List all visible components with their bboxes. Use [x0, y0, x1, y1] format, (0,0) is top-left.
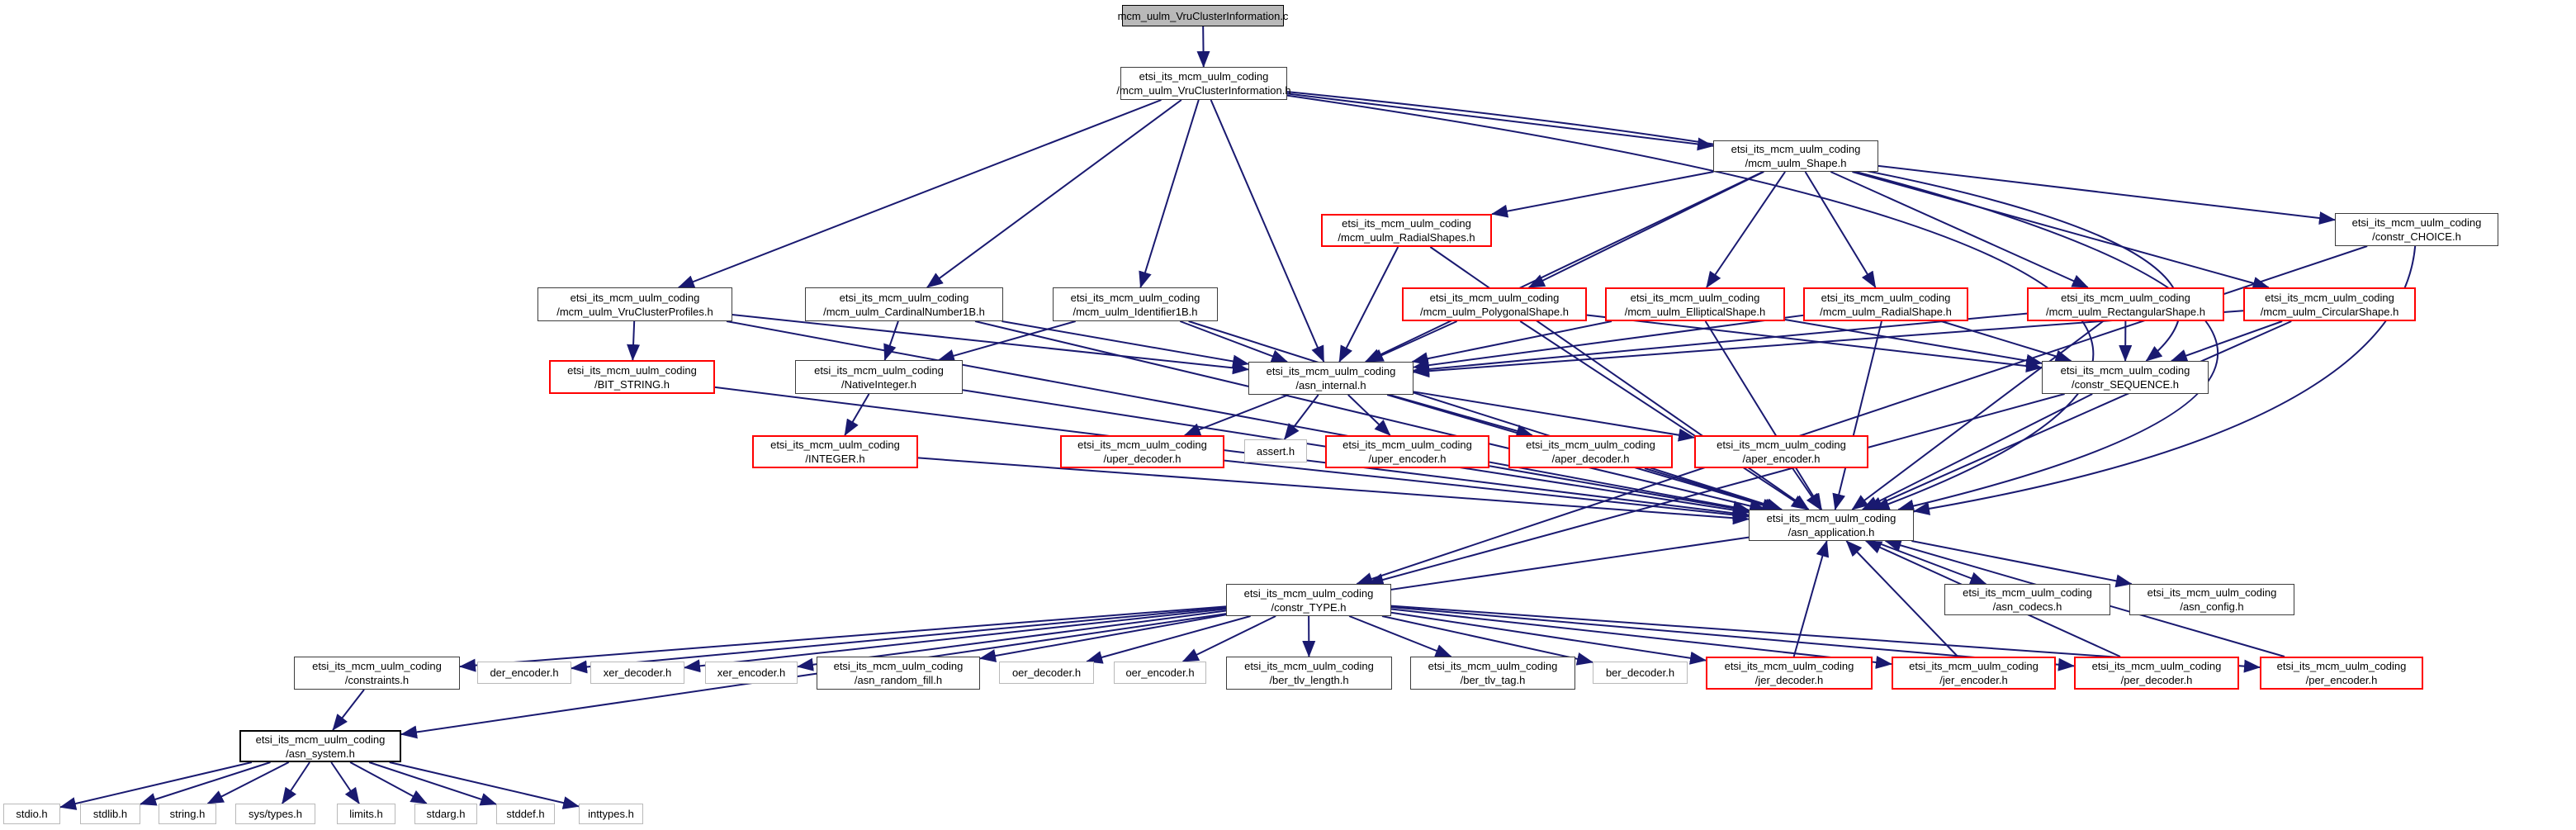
graph-node-identifier-h[interactable]	[1053, 287, 1218, 321]
include-edge-radialshape-h-to-internal-h	[1413, 315, 1803, 368]
node-label-line: assert.h	[1256, 444, 1295, 458]
node-label-line: etsi_its_mcm_uulm_coding	[1342, 439, 1472, 451]
node-label-line: /per_encoder.h	[2305, 674, 2378, 686]
node-label-line: /mcm_uulm_RadialShape.h	[1820, 305, 1952, 318]
node-label-line: etsi_its_mcm_uulm_coding	[1526, 439, 1655, 451]
node-label-line: etsi_its_mcm_uulm_coding	[1766, 512, 1896, 524]
node-label-line: etsi_its_mcm_uulm_coding	[2276, 660, 2407, 672]
node-label-line: /ber_tlv_tag.h	[1460, 674, 1526, 686]
node-label-line: stdio.h	[16, 808, 48, 820]
node-label-line: etsi_its_mcm_uulm_coding	[255, 733, 386, 746]
graph-node-uper-dec[interactable]	[1060, 435, 1224, 468]
node-label-line: etsi_its_mcm_uulm_coding	[2061, 291, 2190, 304]
graph-node-cardinal-h[interactable]	[805, 287, 1003, 321]
node-label-line: etsi_its_mcm_uulm_coding	[2265, 291, 2394, 304]
include-edge-circular-h-to-seq-h	[2171, 321, 2282, 361]
node-label-line: /constr_SEQUENCE.h	[2071, 378, 2180, 391]
node-label-line: stddef.h	[506, 808, 545, 820]
node-label-line: etsi_its_mcm_uulm_coding	[2060, 364, 2190, 377]
node-label-line: /mcm_uulm_CircularShape.h	[2260, 305, 2399, 318]
graph-node-oer-dec[interactable]	[999, 662, 1094, 684]
node-label-line: /mcm_uulm_RadialShapes.h	[1338, 231, 1475, 244]
node-label-line: etsi_its_mcm_uulm_coding	[567, 363, 697, 377]
graph-node-seq-h[interactable]	[2042, 361, 2209, 394]
node-label-line: /NativeInteger.h	[841, 377, 917, 391]
node-label-line: /per_decoder.h	[2120, 674, 2193, 686]
include-edge-radialshape-h-to-app-h	[1835, 321, 1882, 510]
node-label-line: mcm_uulm_VruClusterInformation.c	[1117, 9, 1289, 22]
node-label-line: etsi_its_mcm_uulm_coding	[2091, 660, 2222, 672]
node-label-line: etsi_its_mcm_uulm_coding	[1244, 660, 1374, 672]
node-label-line: der_encoder.h	[490, 666, 559, 679]
node-label-line: /aper_decoder.h	[1551, 453, 1630, 465]
node-label-line: /asn_internal.h	[1295, 379, 1366, 391]
node-label-line: /constr_TYPE.h	[1271, 600, 1347, 614]
graph-node-elliptical-h[interactable]	[1605, 287, 1785, 321]
include-edge-system-h-to-limits	[331, 762, 359, 804]
node-label-line: etsi_its_mcm_uulm_coding	[1243, 586, 1374, 600]
node-label-line: limits.h	[349, 808, 383, 820]
node-label-line: /uper_decoder.h	[1103, 453, 1181, 465]
include-edge-system-h-to-stdio	[60, 762, 252, 807]
graph-node-xer-dec[interactable]	[590, 662, 684, 684]
include-edge-app-h-to-codecs-h	[1873, 541, 1986, 584]
graph-node-ber-dec[interactable]	[1593, 662, 1688, 684]
node-label-line: etsi_its_mcm_uulm_coding	[1266, 365, 1396, 377]
include-edge-system-h-to-systypes	[282, 762, 310, 804]
graph-node-bitstring-h[interactable]	[549, 360, 715, 394]
graph-node-rectangular-h[interactable]	[2027, 287, 2224, 321]
node-label-line: oer_encoder.h	[1125, 666, 1195, 679]
node-label-line: etsi_its_mcm_uulm_coding	[1717, 439, 1846, 451]
node-label-line: sys/types.h	[248, 808, 303, 820]
graph-node-jer-enc-h[interactable]	[1892, 657, 2056, 690]
graph-node-radialshape-h[interactable]	[1803, 287, 1968, 321]
include-edge-circular-h-to-app-h	[1867, 321, 2291, 510]
graph-node-assert-h[interactable]	[1244, 439, 1307, 462]
node-label-line: etsi_its_mcm_uulm_coding	[839, 291, 969, 304]
include-edge-uper-dec-to-app-h	[1224, 461, 1749, 517]
include-edge-shape-h-to-radialshapes-h	[1492, 172, 1713, 214]
node-label-line: /mcm_uulm_VruClusterProfiles.h	[556, 305, 713, 318]
include-edge-radialshapes-h-to-app-h	[1430, 247, 1808, 510]
include-edge-shape-h-to-polygonal-h	[1529, 172, 1764, 287]
node-label-line: etsi_its_mcm_uulm_coding	[1342, 217, 1471, 230]
graph-node-aper-dec[interactable]	[1508, 435, 1673, 468]
include-edge-native-h-to-integer-h	[845, 394, 869, 435]
node-label-line: etsi_its_mcm_uulm_coding	[2147, 586, 2277, 599]
include-edge-type-h-to-randfill-h	[980, 614, 1226, 658]
graph-node-per-enc-h[interactable]	[2260, 657, 2423, 690]
node-label-line: xer_encoder.h	[717, 666, 786, 679]
graph-node-jer-dec-h[interactable]	[1706, 657, 1873, 690]
node-label-line: /jer_encoder.h	[1939, 674, 2008, 686]
include-edge-shape-h-to-elliptical-h	[1707, 172, 1785, 287]
include-edge-vci-h-to-shape-h	[1287, 93, 1713, 145]
node-label-line: /asn_application.h	[1788, 526, 1875, 538]
node-label-line: /mcm_uulm_Identifier1B.h	[1073, 305, 1198, 318]
include-edge-identifier-h-to-app-h	[1189, 321, 1783, 510]
include-edge-internal-h-to-uper-enc	[1348, 395, 1390, 435]
graph-node-inttypes[interactable]	[579, 804, 643, 824]
include-edge-seq-h-to-type-h	[1368, 394, 2065, 584]
node-label-line: /ber_tlv_length.h	[1269, 674, 1349, 686]
graph-node-per-dec-h[interactable]	[2074, 657, 2239, 690]
graph-node-uper-enc[interactable]	[1325, 435, 1489, 468]
node-label-line: /uper_encoder.h	[1368, 453, 1447, 465]
include-edge-shape-h-to-circular-h	[1852, 172, 2268, 287]
node-label-line: etsi_its_mcm_uulm_coding	[1429, 291, 1560, 304]
graph-node-choice-h[interactable]	[2335, 213, 2498, 246]
node-label-line: string.h	[169, 808, 206, 820]
graph-node-internal-h[interactable]	[1248, 362, 1413, 395]
include-edge-shape-h-to-choice-h	[1878, 166, 2335, 220]
node-label-line: etsi_its_mcm_uulm_coding	[1724, 660, 1854, 672]
node-label-line: /BIT_STRING.h	[594, 377, 670, 391]
node-label-line: /mcm_uulm_PolygonalShape.h	[1420, 305, 1569, 318]
include-edge-radialshape-h-to-seq-h	[1941, 321, 2071, 361]
node-label-line: etsi_its_mcm_uulm_coding	[1630, 291, 1760, 304]
node-label-line: etsi_its_mcm_uulm_coding	[770, 439, 900, 451]
graph-node-vcp-h[interactable]	[537, 287, 732, 321]
node-label-line: oer_decoder.h	[1011, 666, 1082, 679]
include-edge-shape-h-to-radialshape-h	[1806, 172, 1876, 287]
graph-node-config-h[interactable]	[2129, 584, 2294, 615]
graph-node-tlv-tag-h[interactable]	[1410, 657, 1575, 690]
graph-node-aper-enc[interactable]	[1694, 435, 1868, 468]
node-label-line: /constr_CHOICE.h	[2372, 230, 2461, 243]
graph-node-shape-h[interactable]	[1713, 140, 1878, 172]
graph-node-radialshapes-h[interactable]	[1321, 214, 1492, 247]
node-label-line: /asn_system.h	[286, 747, 355, 760]
graph-node-systypes[interactable]	[235, 804, 315, 824]
node-label-line: stdarg.h	[426, 808, 466, 820]
graph-node-vci-h[interactable]	[1116, 67, 1291, 100]
graph-node-stdlib[interactable]	[80, 804, 140, 824]
node-label-line: stdlib.h	[92, 808, 128, 820]
graph-node-circular-h[interactable]	[2243, 287, 2416, 321]
node-label-line: ber_decoder.h	[1605, 666, 1675, 679]
graph-node-string[interactable]	[159, 804, 216, 824]
include-edge-vcp-h-to-bitstring-h	[632, 321, 634, 360]
node-label-line: /mcm_uulm_EllipticalShape.h	[1624, 305, 1766, 318]
node-label-line: etsi_its_mcm_uulm_coding	[814, 363, 944, 377]
include-edge-system-h-to-string	[208, 762, 289, 804]
graph-node-codecs-h[interactable]	[1944, 584, 2110, 615]
graph-node-native-h[interactable]	[795, 360, 963, 394]
include-edge-internal-h-to-uper-dec	[1185, 395, 1289, 435]
graph-node-randfill-h[interactable]	[817, 657, 980, 690]
graph-node-limits[interactable]	[337, 804, 395, 824]
graph-node-stdio[interactable]	[3, 804, 60, 824]
graph-node-polygonal-h[interactable]	[1402, 287, 1587, 321]
include-edge-vci-h-to-cardinal-h	[927, 100, 1181, 287]
node-label-line: etsi_its_mcm_uulm_coding	[1070, 291, 1200, 304]
node-label-line: etsi_its_mcm_uulm_coding	[312, 660, 442, 672]
node-label-line: etsi_its_mcm_uulm_coding	[1077, 439, 1207, 451]
node-label-line: etsi_its_mcm_uulm_coding	[1428, 660, 1558, 672]
node-label-line: etsi_its_mcm_uulm_coding	[2351, 216, 2482, 229]
node-label-line: /mcm_uulm_CardinalNumber1B.h	[823, 305, 985, 318]
node-label-line: /asn_config.h	[2180, 600, 2244, 613]
graph-node-system-h[interactable]	[239, 730, 401, 762]
graph-node-oer-enc[interactable]	[1114, 662, 1206, 684]
graph-node-constraints-h[interactable]	[294, 657, 460, 690]
include-edge-vci-h-to-identifier-h	[1140, 100, 1198, 287]
graph-node-c-file[interactable]	[1117, 5, 1289, 26]
node-label-line: etsi_its_mcm_uulm_coding	[1963, 586, 2092, 599]
include-edge-c-file-to-vci-h	[1203, 26, 1204, 67]
include-edge-type-h-to-oer-enc	[1183, 616, 1276, 662]
node-label-line: etsi_its_mcm_uulm_coding	[833, 660, 964, 672]
include-edge-constraints-h-to-system-h	[333, 690, 364, 730]
node-label-line: xer_decoder.h	[603, 666, 672, 679]
node-label-line: /mcm_uulm_Shape.h	[1745, 157, 1847, 169]
include-edge-polygonal-h-to-seq-h	[1587, 315, 2042, 368]
node-label-line: etsi_its_mcm_uulm_coding	[1731, 143, 1861, 155]
node-label-line: inttypes.h	[588, 808, 634, 820]
node-label-line: /aper_encoder.h	[1742, 453, 1821, 465]
node-label-line: etsi_its_mcm_uulm_coding	[1139, 70, 1269, 83]
graph-node-integer-h[interactable]	[752, 435, 918, 468]
include-edge-cardinal-h-to-native-h	[885, 321, 898, 360]
node-label-line: etsi_its_mcm_uulm_coding	[570, 291, 700, 304]
node-label-line: /asn_random_fill.h	[854, 674, 943, 686]
node-label-line: etsi_its_mcm_uulm_coding	[1821, 291, 1951, 304]
include-edge-type-h-to-tlv-tag-h	[1349, 616, 1451, 657]
graph-node-type-h[interactable]	[1226, 584, 1391, 616]
node-label-line: /asn_codecs.h	[1992, 600, 2062, 613]
graph-node-app-h[interactable]	[1749, 510, 1914, 541]
node-label-line: /constraints.h	[344, 674, 410, 686]
graph-node-xer-enc[interactable]	[705, 662, 798, 684]
node-label-line: /mcm_uulm_RectangularShape.h	[2046, 305, 2205, 318]
include-edge-radialshapes-h-to-internal-h	[1339, 247, 1398, 362]
graph-node-stddef[interactable]	[496, 804, 555, 824]
graph-node-der-enc[interactable]	[477, 662, 571, 684]
graph-node-stdarg[interactable]	[414, 804, 477, 824]
include-edge-seq-h-to-app-h	[1863, 394, 2092, 510]
node-label-line: etsi_its_mcm_uulm_coding	[1909, 660, 2039, 672]
include-edge-jer-dec-h-to-app-h	[1794, 541, 1827, 657]
node-label-line: /jer_decoder.h	[1754, 674, 1824, 686]
node-label-line: /mcm_uulm_VruClusterInformation.h	[1116, 84, 1291, 97]
node-label-line: /INTEGER.h	[805, 453, 865, 465]
include-edge-shape-h-to-rectangular-h	[1830, 172, 2088, 287]
include-edge-vci-h-to-internal-h	[1211, 100, 1324, 362]
include-edge-internal-h-to-assert-h	[1285, 395, 1319, 439]
graph-node-tlv-len-h[interactable]	[1226, 657, 1392, 690]
include-edge-vci-h-to-vcp-h	[679, 100, 1162, 287]
